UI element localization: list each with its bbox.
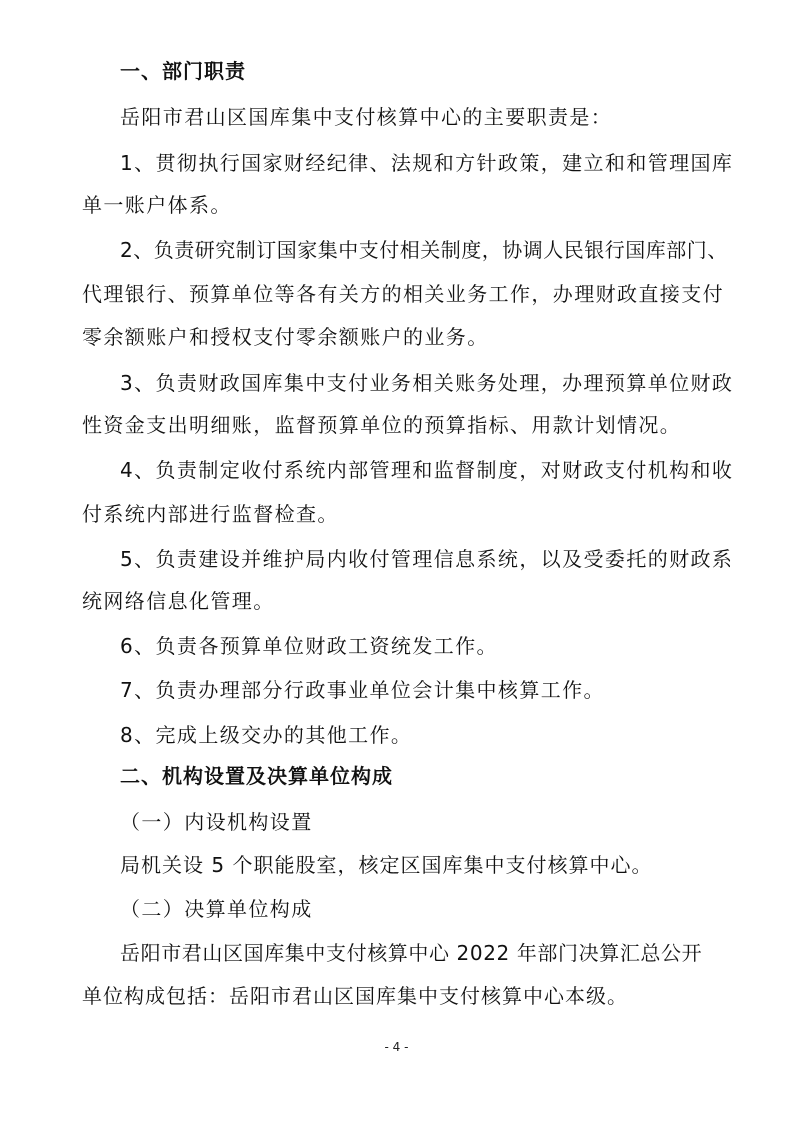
duty-item-4-line-1: 4、负责制定收付系统内部管理和监督制度，对财政支付机构和收 bbox=[120, 458, 734, 482]
subsection-internal-structure-title: （一）内设机构设置 bbox=[120, 810, 313, 834]
duty-item-6: 6、负责各预算单位财政工资统发工作。 bbox=[120, 634, 498, 658]
subsection-budget-units-line-1: 岳阳市君山区国库集中支付核算中心 2022 年部门决算汇总公开 bbox=[120, 941, 703, 965]
duty-item-2-line-2: 代理银行、预算单位等各有关方的相关业务工作，办理财政直接支付 bbox=[82, 282, 724, 306]
subsection-budget-units-title: （二）决算单位构成 bbox=[120, 897, 313, 921]
subsection-budget-units-line-2: 单位构成包括：岳阳市君山区国库集中支付核算中心本级。 bbox=[82, 984, 628, 1008]
section-heading-duties: 一、部门职责 bbox=[120, 59, 246, 83]
duty-item-2-line-1: 2、负责研究制订国家集中支付相关制度，协调人民银行国库部门、 bbox=[120, 238, 728, 262]
duty-item-1-line-1: 1、贯彻执行国家财经纪律、法规和方针政策，建立和和管理国库 bbox=[120, 151, 734, 175]
duty-item-1-line-2: 单一账户体系。 bbox=[82, 193, 232, 217]
duty-item-5-line-1: 5、负责建设并维护局内收付管理信息系统，以及受委托的财政系 bbox=[120, 547, 734, 571]
duties-intro: 岳阳市君山区国库集中支付核算中心的主要职责是： bbox=[120, 105, 613, 129]
page-number: - 4 - bbox=[384, 1040, 409, 1054]
duty-item-2-line-3: 零余额账户和授权支付零余额账户的业务。 bbox=[82, 325, 489, 349]
duty-item-3-line-2: 性资金支出明细账，监督预算单位的预算指标、用款计划情况。 bbox=[82, 413, 682, 437]
duty-item-5-line-2: 统网络信息化管理。 bbox=[82, 589, 275, 613]
duty-item-4-line-2: 付系统内部进行监督检查。 bbox=[82, 502, 339, 526]
duty-item-7: 7、负责办理部分行政事业单位会计集中核算工作。 bbox=[120, 678, 605, 702]
subsection-internal-structure-text: 局机关设 5 个职能股室，核定区国库集中支付核算中心。 bbox=[120, 853, 653, 877]
duty-item-8: 8、完成上级交办的其他工作。 bbox=[120, 723, 413, 747]
section-heading-structure: 二、机构设置及决算单位构成 bbox=[120, 764, 393, 788]
duty-item-3-line-1: 3、负责财政国库集中支付业务相关账务处理，办理预算单位财政 bbox=[120, 371, 734, 395]
